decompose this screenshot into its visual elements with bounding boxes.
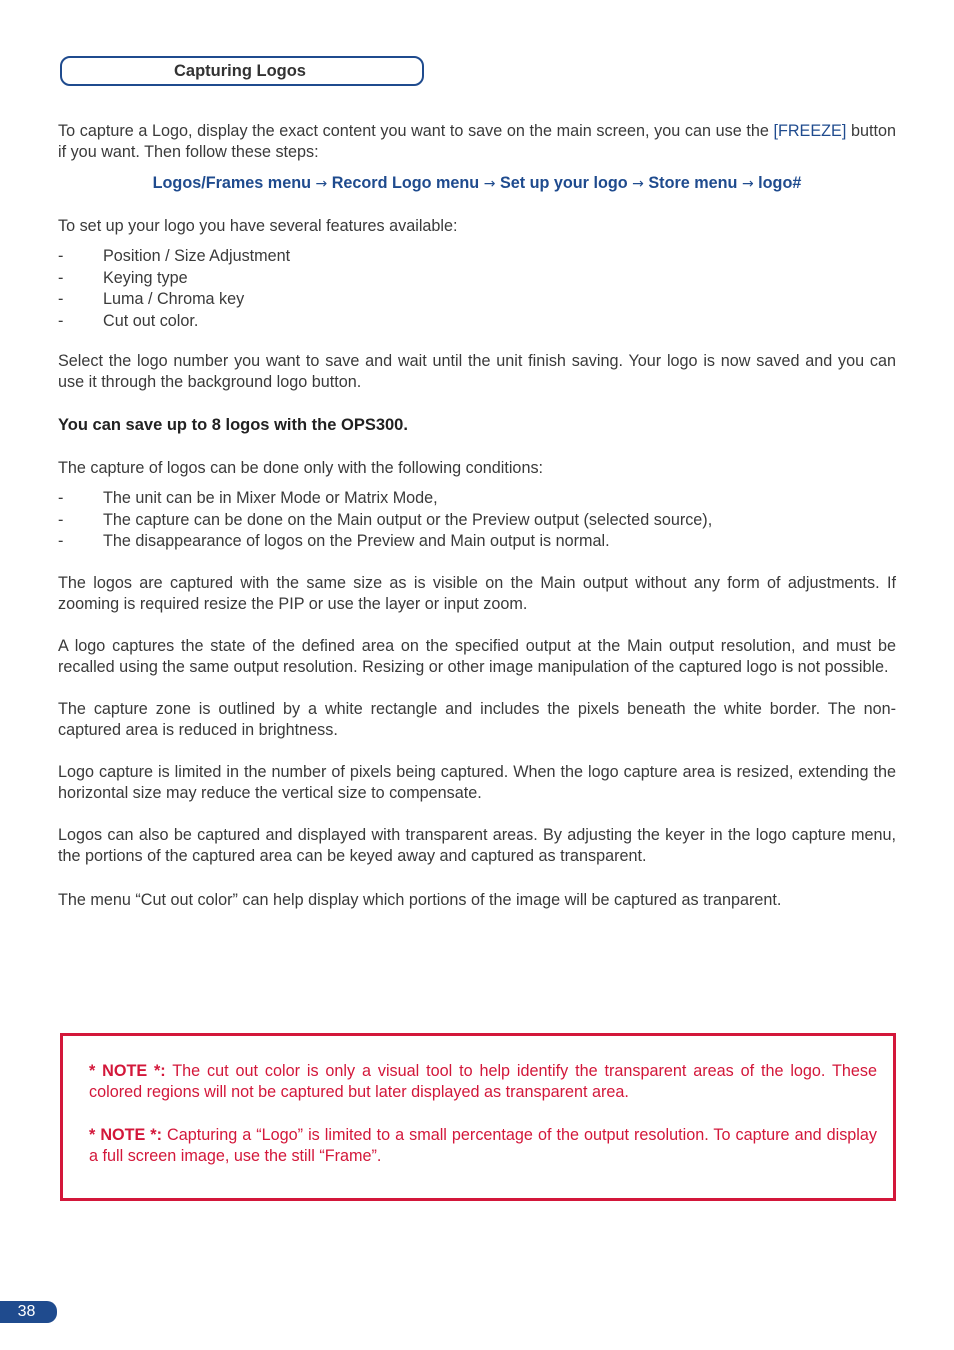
menu-path-step: Record Logo menu [331,174,480,192]
note-label: * NOTE *: [89,1062,166,1080]
note-text: The cut out color is only a visual tool to help identify the transparent areas of the logo. These colored regions will not be captured but later displayed as transparent area. [89,1062,877,1101]
body-paragraph: A logo captures the state of the defined area on the specified output at the Main output resolution, and must be recalled using the same output resolution. Resizing or other image manipulation of the captured logo is not possible. [58,636,896,676]
note-paragraph [89,1125,877,1167]
note-box [60,1033,896,1201]
menu-path-step: Store menu [648,174,738,192]
page-content [58,121,896,911]
intro-paragraph [58,121,896,163]
menu-path-step: Set up your logo [499,174,628,192]
note-text: Capturing a “Logo” is limited to a small percentage of the output resolution. To capture and display a full screen image, use the still “Frame”. [89,1126,877,1165]
menu-path-step: logo# [758,174,802,192]
arrow-right-icon: → [483,176,496,192]
note-paragraph [89,1061,877,1103]
section-title-tab [60,56,424,86]
note-label: * NOTE *: [89,1126,162,1144]
list-item: - The unit can be in Mixer Mode or Matrix Mode, [58,489,438,507]
menu-path-step: Logos/Frames menu [152,174,311,192]
list-item: - Luma / Chroma key [58,290,245,308]
body-paragraph: Logo capture is limited in the number of pixels being captured. When the logo capture area is resized, extending the horizontal size may reduce the vertical size to compensate. [58,762,896,802]
arrow-right-icon: → [315,176,328,192]
list-item: - The disappearance of logos on the Preview and Main output is normal. [58,532,610,550]
conditions-intro: The capture of logos can be done only with the following conditions: [58,459,544,477]
note-content [89,1061,877,1167]
section-title: Capturing Logos [174,62,306,80]
page-number-badge [0,1301,57,1323]
body-paragraph: Logos can also be captured and displayed with transparent areas. By adjusting the keyer in the logo capture menu, the portions of the captured area can be keyed away and captured as transparent. [58,825,896,865]
arrow-right-icon: → [632,176,644,192]
list-item: - Keying type [58,268,188,287]
conditions-list [58,488,896,553]
save-limit-note: You can save up to 8 logos with the OPS300. [58,416,408,434]
features-list [58,246,896,332]
intro-text-after: button if you want. Then follow these steps: [58,122,896,161]
list-item: - Position / Size Adjustment [58,247,291,265]
page-number: 38 [17,1303,36,1320]
body-paragraph: The menu “Cut out color” can help display which portions of the image will be captured as tranparent. [58,890,782,909]
body-paragraph: The logos are captured with the same size as is visible on the Main output without any form of adjustments. If zooming is required resize the PIP or use the layer or input zoom. [58,573,896,613]
body-paragraph: The capture zone is outlined by a white rectangle and includes the pixels beneath the white border. The non-captured area is reduced in brightness. [58,699,896,739]
freeze-button-reference: [FREEZE] [773,122,847,140]
save-paragraph: Select the logo number you want to save and wait until the unit finish saving. Your logo is now saved and you can use it through the background logo button. [58,352,896,391]
arrow-right-icon: → [741,176,754,192]
menu-path [58,173,896,195]
features-intro: To set up your logo you have several features available: [58,217,458,235]
list-item: - The capture can be done on the Main output or the Preview output (selected source), [58,510,713,529]
list-item: - Cut out color. [58,311,199,330]
intro-text-before: To capture a Logo, display the exact content you want to save on the main screen, you can use the [58,122,774,140]
